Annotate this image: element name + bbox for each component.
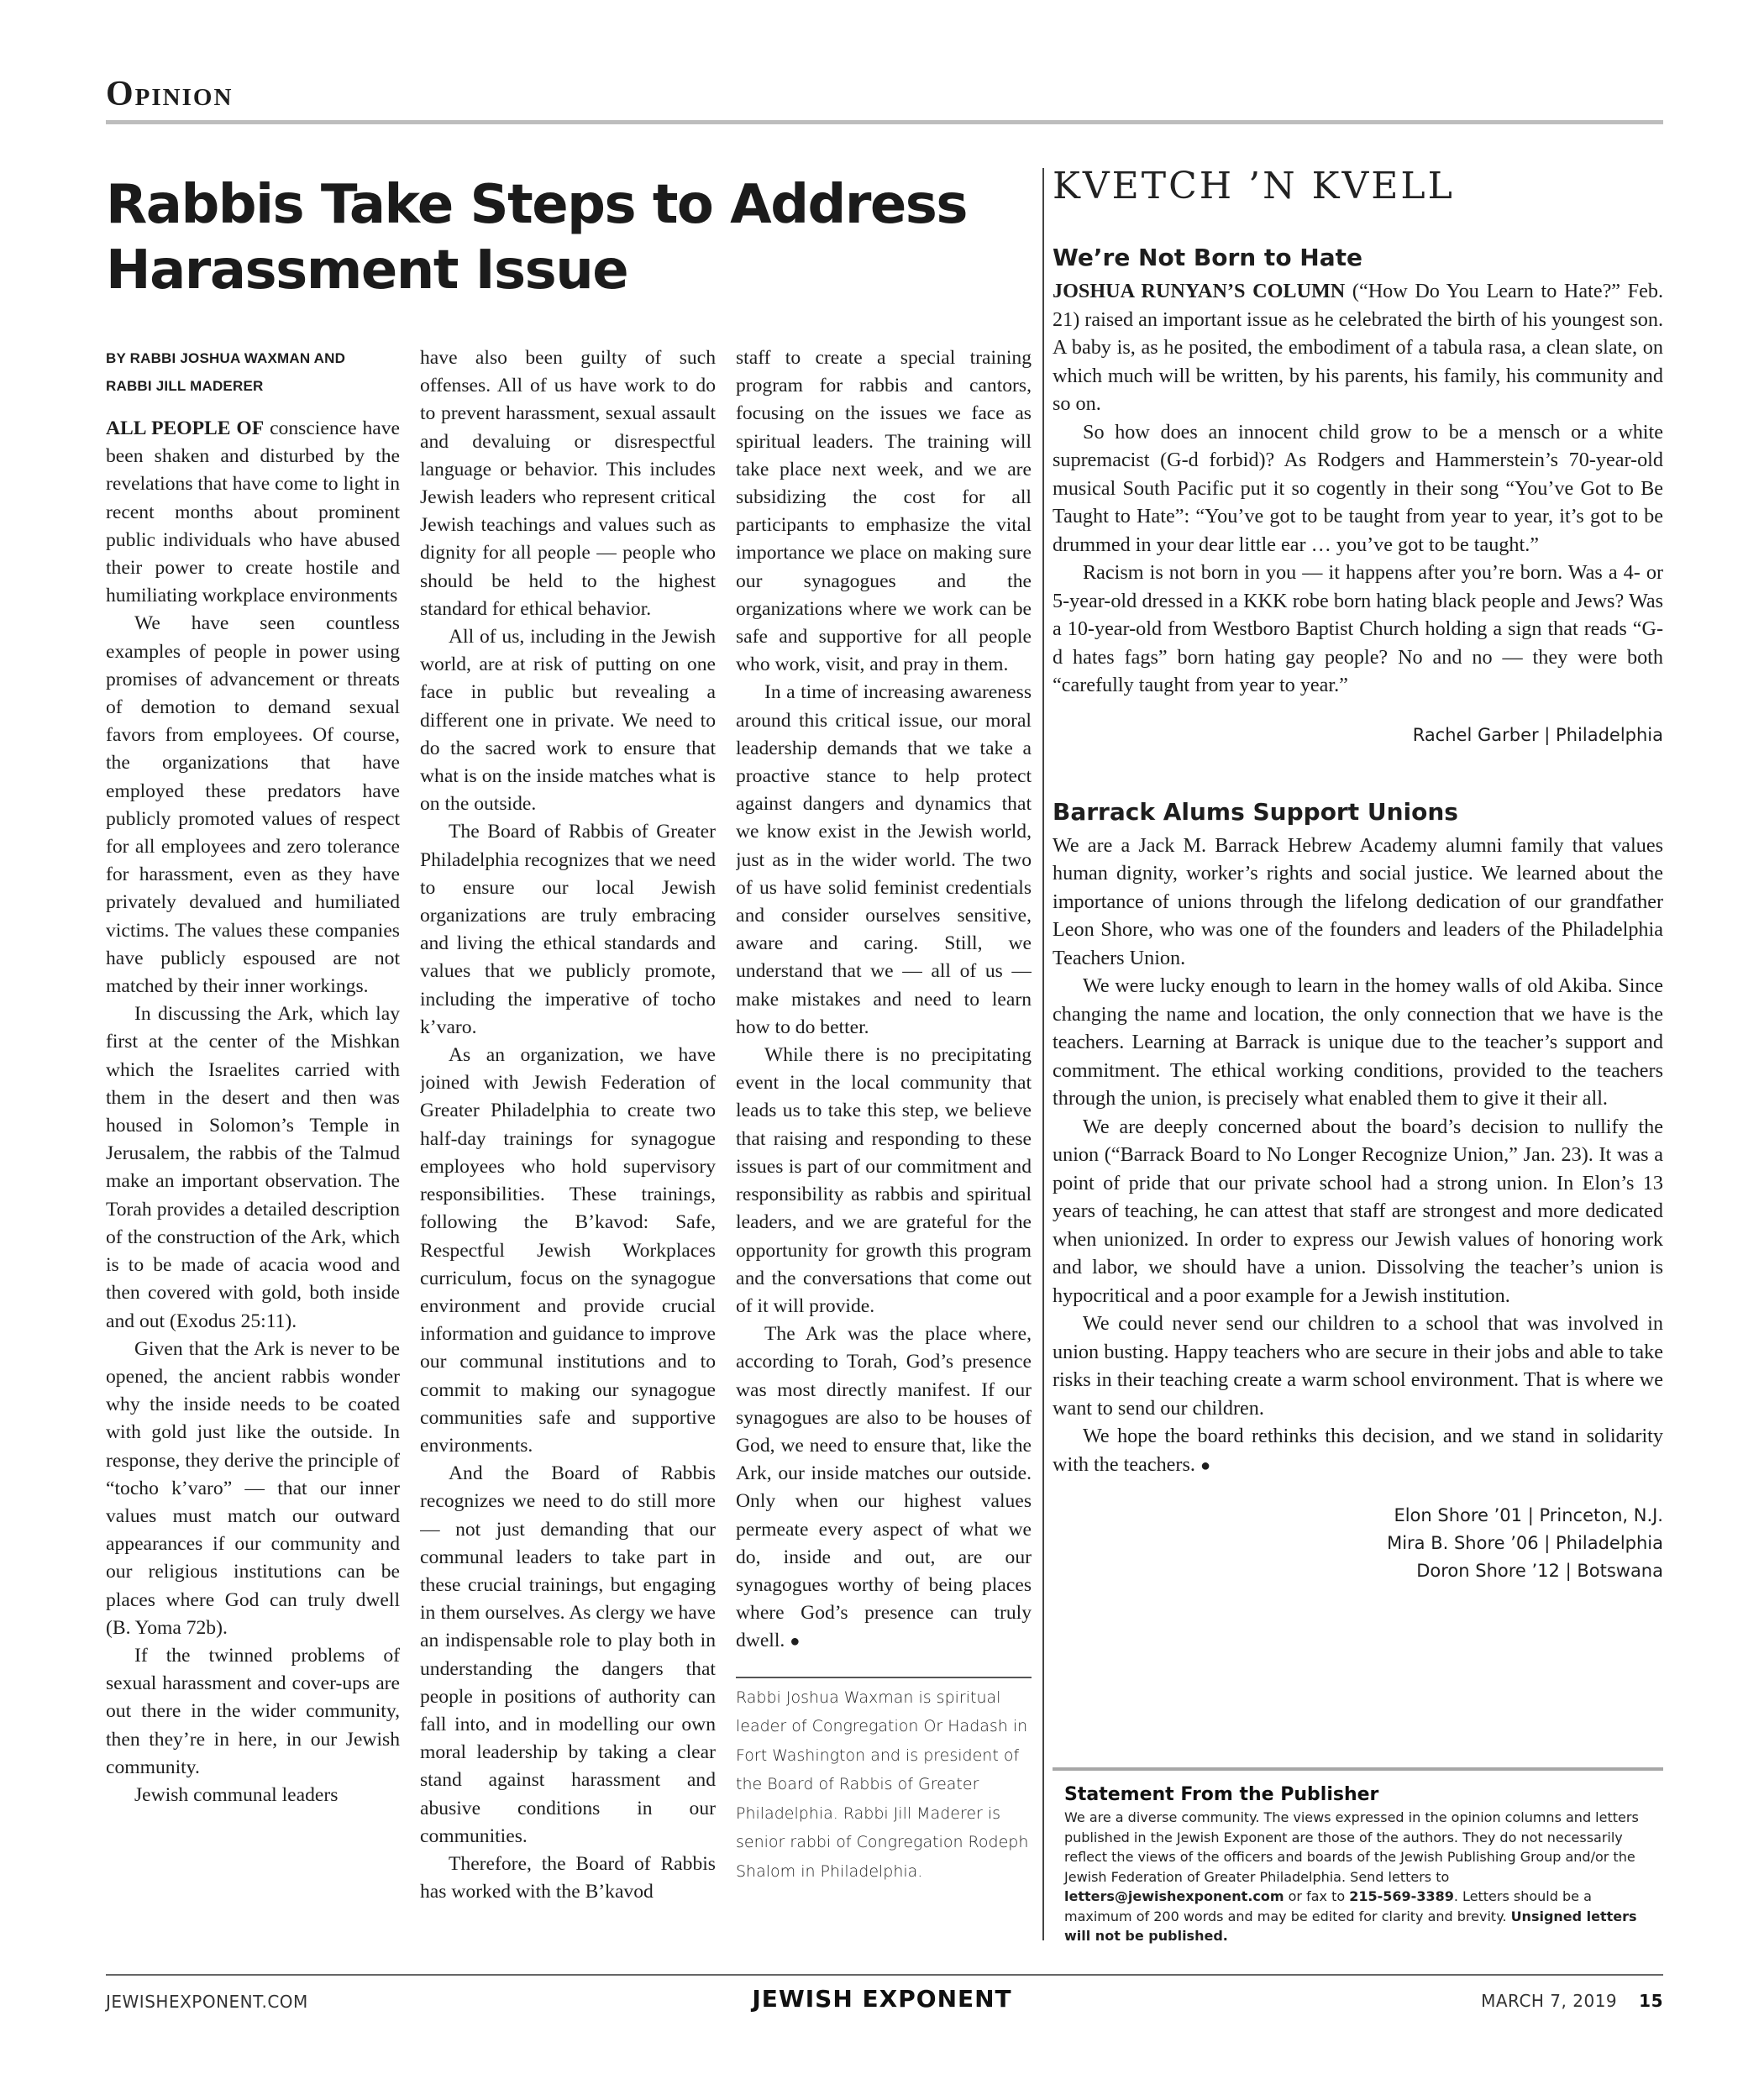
header-rule xyxy=(106,120,1663,124)
letter-heading: We’re Not Born to Hate xyxy=(1053,244,1363,271)
article-paragraph: As an organization, we have joined with Jewish Federation of Greater Philadelphia to create two half-day trainings for synagogue employees who hold supervisory responsibilities. These trainings, following the B’kavod: Safe, Respectful Jewish Workplaces curriculum, focus on the synagogue environment and provide crucial information and guidance to improve our communal institutions and to commit to making our synagogue communities safe and supportive environments. xyxy=(420,1044,716,1457)
column-divider xyxy=(1042,168,1044,1940)
fax-number: 215-569-3389 xyxy=(1349,1888,1454,1904)
letter-heading: Barrack Alums Support Unions xyxy=(1053,797,1458,826)
article-paragraph: Given that the Ark is never to be opened, the ancient rabbis wonder why the inside needs to be coated with gold just like the outside. In response, they derive the principle of “tocho k’varo” — that our inner values must match our outward appearances if our community and our religious institutions can be places where God can truly dwell (B. Yoma 72b). xyxy=(106,1337,400,1639)
footer-date-page xyxy=(1481,1991,1663,2011)
section-label: Opinion xyxy=(106,75,234,113)
article-paragraph: In discussing the Ark, which lay first at the center of the Mishkan which the Israelites carried with them in the desert and then was housed in Solomon’s Temple in Jerusalem, the rabbis of the Talmud make an important observation. The Torah provides a detailed description of the construction of the Ark, which is to be made of acacia wood and then covered with gold, both inside and out (Exodus 25:11). xyxy=(106,1003,400,1332)
letter-paragraph: We are deeply concerned about the board’s decision to nullify the union (“Barrack Board to No Longer Recognize Union,” Jan. 23). It was a point of pride that our private school had a strong union. In Elon’s 13 years of teaching, he can attest that staff are strongest and more dedicated when unionized. In order to express our Jewish values of honoring work and labor, we should have a union. Dissolving the teacher’s union is hypocritical and a poor example for a Jewish institution. xyxy=(1053,1115,1663,1307)
article-paragraph: The Ark was the place where, according to Torah, God’s presence was most directly manifest. If our synagogues are also to be houses of God, we need to ensure that, like the Ark, our inside matches our outside. Only when our highest values permeate every aspect of what we do, inside and out, are our synagogues worthy of being places where God’s presence can truly dwell. ● xyxy=(736,1323,1032,1652)
article-paragraph: And the Board of Rabbis recognizes we need to do still more — not just demanding that our communal leaders to take part in these crucial trainings, but engaging in them ourselves. As clergy we have an indispensable role to play both in understanding the dangers that people in positions of authority can fall into, and in modelling our own moral leadership by taking a clear stand against harassment and abusive conditions in our communities. xyxy=(420,1462,716,1847)
article-paragraph: Jewish communal leaders xyxy=(134,1783,339,1806)
letter-signature: Elon Shore ’01 | Princeton, N.J. xyxy=(1394,1505,1663,1525)
letter-paragraph: Racism is not born in you — it happens after you’re born. Was a 4- or 5-year-old dressed in a KKK robe born hating black people and Jews? Was a 10-year-old from Westboro Baptist Church holding a sign that reads “G-d hates fags” born hating gay people? No and no — they were both “carefully taught from year to year.” xyxy=(1053,561,1663,696)
article-paragraph: While there is no precipitating event in the local community that leads us to take this step, we believe that raising and responding to these issues is part of our commitment and responsibility as rabbis and spiritual leaders, and we are grateful for the opportunity for growth this program and the conversations that come out of it will provide. xyxy=(736,1044,1032,1317)
article-headline: Rabbis Take Steps to Address Harassment Issue xyxy=(106,174,967,302)
author-bio: Rabbi Joshua Waxman is spiritual leader of Congregation Or Hadash in Fort Washington and is president of the Board of Rabbis of Greater Philadelphia. Rabbi Jill Maderer is senior rabbi of Congregation Rodeph Shalom in Philadelphia. xyxy=(736,1688,1029,1881)
publisher-text: We are a diverse community. The views expressed in the opinion columns and letters published in the Jewish Exponent are those of the authors. They do not necessarily reflect the views of the officers and boards of the Jewish Publishing Group and/or the Jewish Federation of Greater Philadelphia. Send letters to letters@jewishexponent.com or fax to 215-569-3389. Letters should be a maximum of 200 words and may be edited for clarity and brevity. Unsigned letters will not be published. xyxy=(1064,1809,1639,1944)
article-paragraph: We have seen countless examples of people in power using promises of advancement or threats of demotion to demand sexual favors from employees. Of course, the organizations that have employed these predators have publicly promoted values of respect for all employees and zero tolerance for harassment, even as they have privately devalued and humiliated victims. The values these companies have publicly espoused are not matched by their inner workings. xyxy=(106,612,400,998)
letter-paragraph: We could never send our children to a school that was involved in union busting. Happy teachers who are secure in their jobs and able to take risks in their teaching create a warm school environment. That is where we want to send our children. xyxy=(1053,1312,1663,1420)
letter-signature: Mira B. Shore ’06 | Philadelphia xyxy=(1387,1533,1663,1553)
unsigned-notice: Unsigned letters will not be published. xyxy=(1064,1908,1637,1944)
article-paragraph: All of us, including in the Jewish world, are at risk of putting on one face in public but revealing a different one in private. We need to do the sacred work to ensure that what is on the inside matches what is on the outside. xyxy=(420,626,716,816)
footer-website[interactable]: JEWISHEXPONENT.COM xyxy=(106,1992,308,2012)
article-column-1 xyxy=(106,344,400,1949)
byline: BY RABBI JOSHUA WAXMAN AND RABBI JILL MADERER xyxy=(106,350,346,394)
end-mark-icon: ● xyxy=(790,1632,801,1651)
letter-paragraph: So how does an innocent child grow to be a mensch or a white supremacist (G-d forbid)? As Rodgers and Hammerstein’s 70-year-old musical South Pacific put it so cogently in their song “You’ve Got to Be Taught to Hate”: “You’ve got to be taught from year to year, it’s got to be drummed in your dear little ear … you’ve got to be taught.” xyxy=(1053,420,1663,556)
publisher-statement xyxy=(1053,1767,1663,1946)
page-number: 15 xyxy=(1639,1991,1663,2011)
article-paragraph: staff to create a special training program for rabbis and cantors, focusing on the issues we face as spiritual leaders. The training will take place next week, and we are subsidizing the cost for all participants to emphasize the vital importance we place on making sure our synagogues and the organizations where we work can be safe and supportive for all people who work, visit, and pray in them. xyxy=(736,347,1032,676)
end-mark-icon: ● xyxy=(1200,1456,1211,1475)
footer-rule xyxy=(106,1974,1663,1976)
article-paragraph: In a time of increasing awareness around this critical issue, our moral leadership demands that we take a proactive stance to help protect against dangers and dynamics that we know exist in the Jewish world, just as in the wider world. The two of us have solid feminist credentials and consider ourselves sensitive, aware and caring. Still, we understand that we — all of us — make mistakes and need to learn how to do better. xyxy=(736,681,1032,1038)
letters-column xyxy=(1053,239,1663,1585)
letters-section-title: KVETCH ’N KVELL xyxy=(1053,165,1455,207)
article-paragraph: The Board of Rabbis of Greater Philadelphia recognizes that we need to ensure our local Jewish organizations are truly embracing and living the ethical standards and values that we publicly promote, including the imperative of tocho k’varo. xyxy=(420,821,716,1038)
publisher-heading: Statement From the Publisher xyxy=(1064,1784,1379,1805)
article-paragraph: Therefore, the Board of Rabbis has worked with the B’kavod xyxy=(420,1852,716,1903)
letter-signature: Rachel Garber | Philadelphia xyxy=(1412,724,1663,745)
letter-paragraph: We were lucky enough to learn in the homey walls of old Akiba. Since changing the name and location, the only connection that we have is the teachers. Learning at Barrack is unique due to the teacher’s support and commitment. The ethical working conditions, provided to the teachers through the union, is precisely what enabled them to give it their all. xyxy=(1053,974,1663,1110)
footer-publication: JEWISH EXPONENT xyxy=(752,1985,1012,2013)
letter-signature: Doron Shore ’12 | Botswana xyxy=(1416,1561,1663,1581)
letter-paragraph: We hope the board rethinks this decision, and we stand in solidarity with the teachers. ● xyxy=(1053,1425,1663,1476)
article-paragraph: If the twinned problems of sexual harassment and cover-ups are out there in the wider community, then they’re in here, in our Jewish community. xyxy=(106,1644,400,1778)
article-column-3 xyxy=(736,344,1032,1949)
article-column-2 xyxy=(420,344,716,1949)
footer-date: MARCH 7, 2019 xyxy=(1481,1991,1618,2011)
lead-in: JOSHUA RUNYAN’S COLUMN xyxy=(1053,280,1346,302)
bio-divider xyxy=(736,1677,1032,1678)
article-paragraph: ALL PEOPLE OF conscience have been shaken and disturbed by the revelations that have come to light in recent months about prominent public individuals who have abused their power to create hostile and humiliating workplace environments xyxy=(106,417,400,607)
letter-paragraph: We are a Jack M. Barrack Hebrew Academy alumni family that values human dignity, worker’s rights and social justice. We learned about the importance of unions through the lifelong dedication of our grandfather Leon Shore, who was one of the founders and leaders of the Philadelphia Teachers Union. xyxy=(1053,833,1663,969)
letter-paragraph: JOSHUA RUNYAN’S COLUMN (“How Do You Learn to Hate?” Feb. 21) raised an important issue as he celebrated the birth of his youngest son. A baby is, as he posited, the embodiment of a tabula rasa, a clean slate, on which much will be written, by his parents, his family, his community and so on. xyxy=(1053,280,1663,415)
article-paragraph: have also been guilty of such offenses. All of us have work to do to prevent harassment, sexual assault and devaluing or disrespectful language or behavior. This includes Jewish leaders who represent critical Jewish teachings and values such as dignity for all people — people who should be held to the highest standard for ethical behavior. xyxy=(420,347,716,620)
letters-email[interactable]: letters@jewishexponent.com xyxy=(1064,1888,1284,1904)
lead-in: ALL PEOPLE OF xyxy=(106,417,265,439)
